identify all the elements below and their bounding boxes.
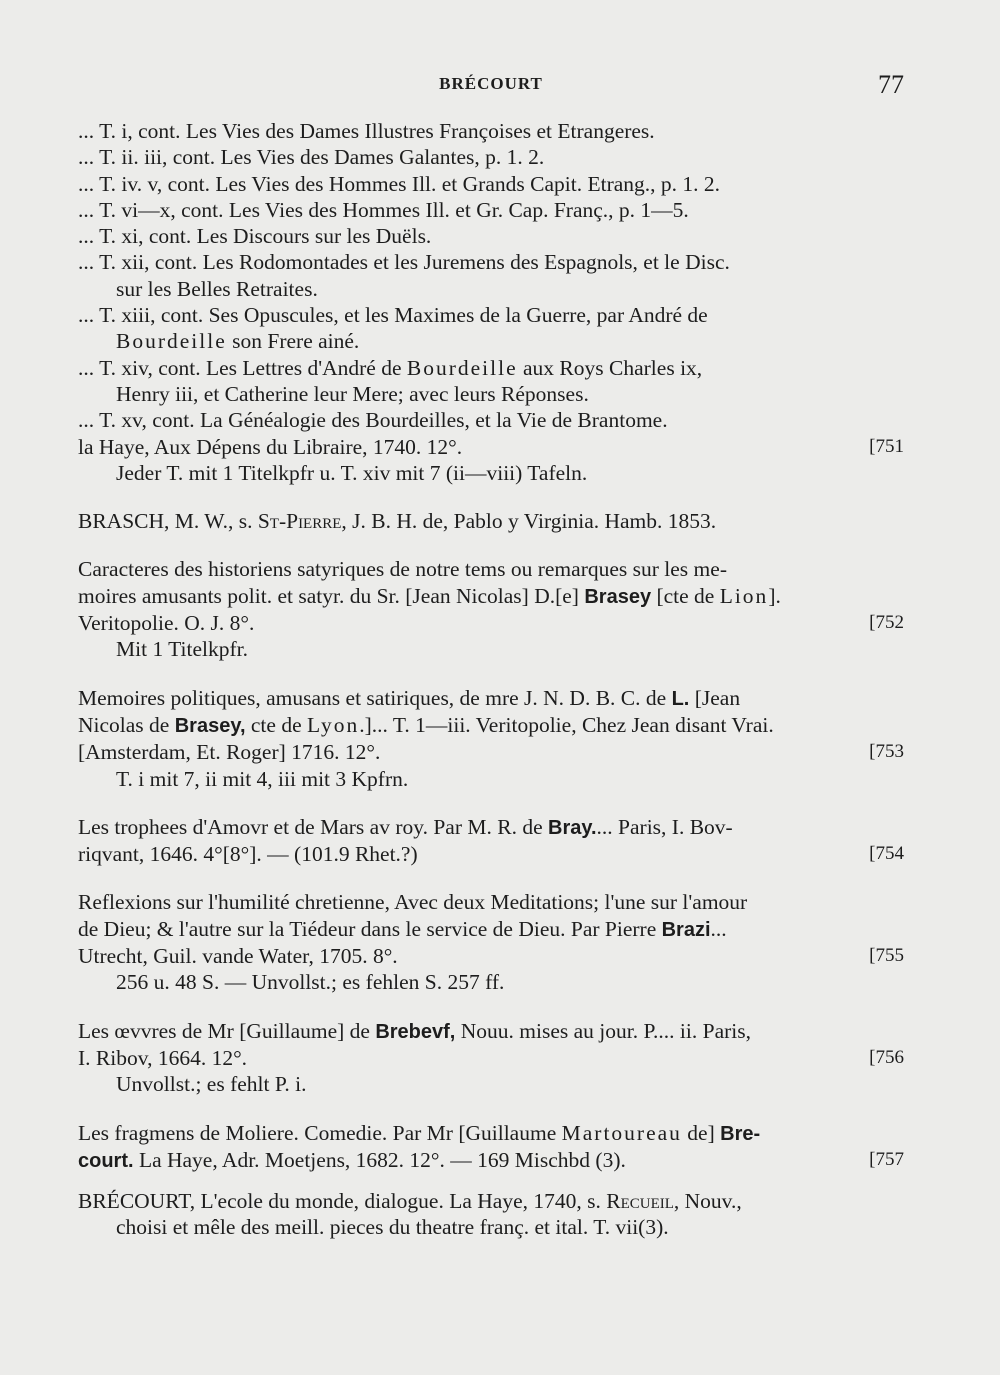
text-line (78, 814, 904, 841)
bold-name: Brebevf, (375, 1020, 456, 1043)
text-run: aux Roys Charles ix, (517, 355, 703, 380)
text-line: ... T. ii. iii, cont. Les Vies des Dames Galantes, p. 1. 2. (78, 145, 545, 170)
entry-number: [753 (869, 741, 904, 763)
entry-number: [754 (869, 843, 904, 865)
text-line: Reflexions sur l'humilité chretienne, Avec deux Meditations; l'une sur l'amour (78, 890, 748, 915)
text-line (78, 1120, 904, 1147)
text-line: Caracteres des historiens satyriques de notre tems ou remarques sur les me- (78, 557, 727, 582)
text-run: ]. (768, 583, 781, 608)
text-run: riqvant, 1646. 4°[8°]. — (101.9 Rhet.?) (78, 842, 418, 867)
text-run: moires amusants polit. et satyr. du Sr. [Jean Nicolas] D.[e] (78, 583, 585, 608)
text-line: choisi et mêle des meill. pieces du theatre franç. et ital. T. vii(3). (116, 1215, 669, 1240)
text-run: La Haye, Adr. Moetjens, 1682. 12°. — 169 Mischbd (3). (133, 1147, 626, 1172)
text-line (78, 508, 904, 534)
entry-gap (78, 486, 904, 508)
spaced-name: Martoureau (561, 1120, 682, 1145)
small-caps-name: St-Pierre (257, 509, 342, 534)
text-line: T. i mit 7, ii mit 4, iii mit 3 Kpfrn. (116, 766, 409, 791)
text-line: ... T. xiii, cont. Ses Opuscules, et les Maximes de la Guerre, par André de (78, 303, 708, 328)
text-line: 256 u. 48 S. — Unvollst.; es fehlen S. 257 ff. (116, 970, 505, 995)
text-line (78, 610, 904, 636)
entry-number: [756 (869, 1046, 904, 1068)
text-run: son Frere ainé. (226, 329, 360, 354)
running-head: BRÉCOURT (439, 74, 543, 93)
text-run: Memoires politiques, amusans et satiriques, de mre J. N. D. B. C. de (78, 685, 672, 710)
text-line (78, 583, 904, 610)
bold-name: court. (78, 1149, 134, 1172)
text-run: [Amsterdam, Et. Roger] 1716. 12°. (78, 740, 381, 765)
text-line (78, 1147, 904, 1174)
text-run: ... (710, 916, 727, 941)
text-line (78, 712, 904, 739)
text-line (78, 685, 904, 712)
text-run: la Haye, Aux Dépens du Libraire, 1740. 12°. (78, 434, 463, 459)
text-run: I. Ribov, 1664. 12°. (78, 1045, 248, 1070)
text-run: Veritopolie. O. J. 8°. (78, 611, 255, 636)
bold-name: Brasey, (174, 714, 246, 737)
spaced-name: Bourdeille (406, 355, 518, 380)
text-run: de] (681, 1120, 721, 1145)
text-run: .]... T. 1—iii. Veritopolie, Chez Jean disant Vrai. (359, 712, 774, 737)
page-number: 77 (878, 70, 904, 99)
catalog-body (78, 118, 904, 1241)
text-line (78, 916, 904, 943)
bold-name: L. (671, 687, 690, 710)
text-run: cte de (245, 712, 307, 737)
text-run: , Nouv., (673, 1189, 742, 1214)
bold-name: Bray. (548, 816, 597, 839)
text-line: ... T. iv. v, cont. Les Vies des Hommes Ill. et Grands Capit. Etrang., p. 1. 2. (78, 171, 721, 196)
text-run: Les trophees d'Amovr et de Mars av roy. Par M. R. de (78, 814, 548, 839)
page-header (78, 70, 904, 110)
text-run: [Jean (689, 685, 741, 710)
text-run: BRASCH, M. W., s. (78, 509, 258, 534)
entry-gap (78, 663, 904, 685)
text-line (78, 328, 904, 354)
text-line (78, 943, 904, 969)
bold-name: Bre- (720, 1122, 761, 1145)
text-run: Les fragmens de Moliere. Comedie. Par Mr [Guillaume (78, 1120, 562, 1145)
entry-gap (78, 534, 904, 556)
text-line (78, 1188, 904, 1214)
entry-gap (78, 1098, 904, 1120)
text-line: Henry iii, et Catherine leur Mere; avec leurs Réponses. (116, 381, 589, 406)
entry-gap (78, 996, 904, 1018)
spaced-name: Bourdeille (116, 329, 227, 354)
spaced-name: Lion (719, 583, 769, 608)
entry-gap (78, 792, 904, 814)
text-run: Nouu. mises au jour. P.... ii. Paris, (455, 1018, 751, 1043)
entry-number: [757 (869, 1148, 904, 1170)
text-line (78, 739, 904, 765)
text-run: [cte de (651, 583, 720, 608)
text-line: ... T. xv, cont. La Généalogie des Bourdeilles, et la Vie de Brantome. (78, 408, 668, 433)
text-line (78, 841, 904, 867)
bold-name: Brazi (661, 918, 711, 941)
text-run: Nicolas de (78, 712, 175, 737)
text-line (78, 1018, 904, 1045)
entry-number: [751 (869, 435, 904, 457)
bold-name: Brasey (584, 585, 652, 608)
entry-number: [755 (869, 945, 904, 967)
text-line: Mit 1 Titelkpfr. (116, 637, 249, 662)
text-line: ... T. vi—x, cont. Les Vies des Hommes Ill. et Gr. Cap. Franç., p. 1—5. (78, 197, 689, 222)
entry-gap (78, 1174, 904, 1188)
spaced-name: Lyon (307, 712, 360, 737)
entry-gap (78, 867, 904, 889)
text-line: Unvollst.; es fehlt P. i. (116, 1072, 307, 1097)
text-line: sur les Belles Retraites. (116, 276, 318, 301)
text-run: Les œvvres de Mr [Guillaume] de (78, 1018, 376, 1043)
entry-number: [752 (869, 612, 904, 634)
text-run: ... T. xiv, cont. Les Lettres d'André de (78, 355, 407, 380)
text-run: BRÉCOURT, L'ecole du monde, dialogue. La Haye, 1740, s. (78, 1189, 607, 1214)
text-line (78, 434, 904, 460)
text-run: Utrecht, Guil. vande Water, 1705. 8°. (78, 944, 398, 969)
text-line: ... T. i, cont. Les Vies des Dames Illustres Françoises et Etrangeres. (78, 119, 655, 143)
text-line: Jeder T. mit 1 Titelkpfr u. T. xiv mit 7 (ii—viii) Tafeln. (116, 460, 588, 485)
text-line (78, 355, 904, 381)
text-line: ... T. xi, cont. Les Discours sur les Duëls. (78, 224, 432, 249)
text-line (78, 1045, 904, 1071)
text-run: ... Paris, I. Bov- (596, 814, 733, 839)
text-run: de Dieu; & l'autre sur la Tiédeur dans le service de Dieu. Par Pierre (78, 916, 662, 941)
text-run: , J. B. H. de, Pablo y Virginia. Hamb. 1853. (341, 509, 717, 534)
small-caps-name: Recueil (606, 1189, 674, 1214)
text-line: ... T. xii, cont. Les Rodomontades et les Juremens des Espagnols, et le Disc. (78, 250, 730, 275)
